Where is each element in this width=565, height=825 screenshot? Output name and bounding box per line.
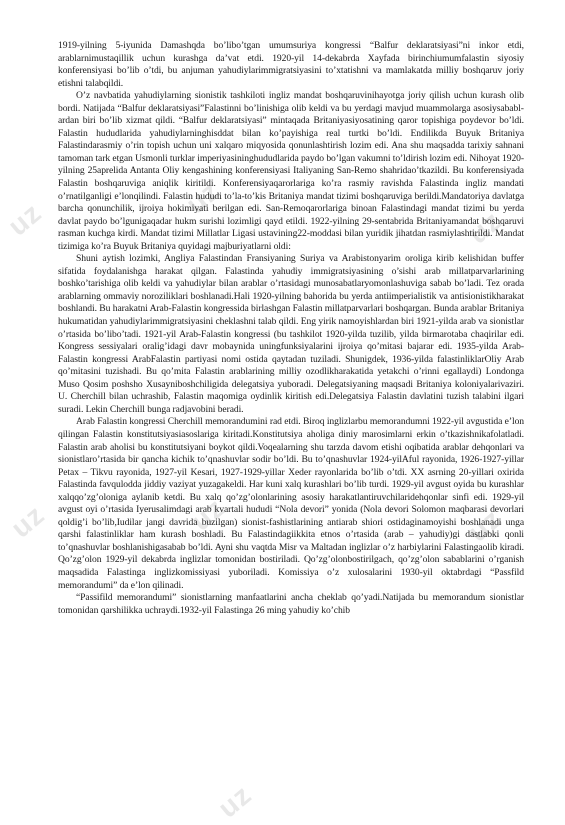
watermark: uz	[2, 196, 48, 242]
watermark: uz	[5, 498, 51, 544]
document-page	[58, 40, 524, 788]
watermark: uz	[462, 204, 508, 250]
watermark: uz	[180, 174, 226, 220]
watermark: uz	[212, 778, 258, 824]
paragraph: “Passifild memorandumi” sionistlarning manfaatlarini ancha cheklab qo’yadi.Natijada bu memorandum sionistlar tomonidan qarshilikka uchraydi.1932-yil Falastinga 26 ming yahudiy ko’chib	[58, 592, 524, 616]
paragraph: O’z navbatida yahudiylarning sionistik tashkiloti ingliz mandat boshqaruvinihayotga joriy qilish uchun kurash olib bordi. Natijada “Balfur deklaratsiyasi”Falastinni bo’linishiga olib keldi va bu yerdagi mavjud muammolarga asosiysabablardan biri bo’lib xizmat qildi. “Balfur deklaratsiyasi” mintaqada Britaniyasiyosatining qaror topishiga poydevor bo’ldi. Falastin hududlarida yahudiylarninghisddat bilan ko’payishiga real turtki bo’ldi. Endilikda Buyuk Britaniya Falastindarasmiy o’rin topish uchun uni xalqaro miqyosida qonunlashtirish lozim edi. Ana shu maqsadda tarixiy sahnani tamoman tark etgan Usmonli turklar imperiyasininghududlarida paydo bo’lgan vakumni to’ldirish lozim edi. Nihoyat 1920-yilning 25aprelida Antanta Oliy kengashining konferensiyasi Italiyaning San-Remo shahridao’tkazildi. Bu konferensiyada Falastin boshqaruviga aniqlik kiritildi. Konferensiyaqarorlariga ko’ra rasmiy ravishda Falastinda ingliz mandati o’rnatilganligi e’lonqilindi. Falastin hududi to’la-to’kis Britaniya mandat tizimi boshqaruviga berildi.Mandatoriya davlatga barcha qonunchilik, ijroiya hokimiyati berilgan edi. San-Remoqarorlariga binoan Falastindagi mandat tizimi bu yerda davlat paydo bo’lgunigaqadar hukm surishi lozimligi qayd etildi. 1922-yilning 29-sentabrida Britaniyamandat boshqaruvi rasman kuchga kirdi. Mandat tizimi Millatlar Ligasi ustavining22-moddasi bilan yuridik jihatdan rasmiylashtirildi. Mandat tizimiga ko’ra Buyuk Britaniya quyidagi majburiyatlarni oldi:	[58, 90, 524, 252]
watermark: uz	[185, 491, 231, 537]
paragraph: Arab Falastin kongressi Cherchill memorandumini rad etdi. Biroq inglizlarbu memorandumni 1922-yil avgustida e’lon qilingan Falastin konstitutsiyasiasoslariga kiritadi.Konstitutsiya aholiga diniy marosimlarni erkin o’tkazishnikafolatladi. Falastin arab aholisi bu konstitutsiyani boykot qildi.Voqealarning shu tarzda davom etishi oqibatida arablar dehqonlari va sionistlaro’rtasida bir qancha kichik to’qnashuvlar sodir bo’ldi. Bu to’qnashuvlar 1924-yilAful rayonida, 1926-1927-yillar Petax – Tikvu rayonida, 1927-yil Kesari, 1927-1929-yillar Xeder rayonlarida bo’lib o’tdi. XX asrning 20-yillari oxirida Falastinda favqulodda jiddiy vaziyat yuzagakeldi. Har kuni xalq kurashlari bo’lib turdi. 1929-yil avgust oyida bu kurashlar xalqqo’zg’oloniga aylanib ketdi. Bu xalq qo’zg’olonlarining asosiy harakatlantiruvchilaridehqonlar sinfi edi. 1929-yil avgust oyi o’rtasida Iyerusalimdagi arab kvartali hududi “Nola devori” yonida (Nola devori Solomon maqbarasi devorlari qoldig’i bo’lib,Iudilar jangi davrida buzilgan) sionist-fashistlarining antiarab shiori ostidaginamoyishi boshlanadi unga qarshi falastinliklar ham kurash boshladi. Bu Falastindagiikkita etnos o’rtasida (arab – yahudiy)gi dastlabki qonli to’qnashuvlar boshlanishigasabab bo’ldi. Ayni shu vaqtda Misr va Maltadan inglizlar o’z harbiylarini Falastingaolib kiradi. Qo’zg’olon 1929-yil dekabrda inglizlar tomonidan bostiriladi. Qo’zg’olonbostirilgach, qo’zg’olon sabablarini o’rganish maqsadida Falastinga inglizkomissiyasi yuboriladi. Komissiya o’z xulosalarini 1930-yil oktabrdagi “Passfild memorandumi” da e’lon qilinadi.	[58, 416, 524, 591]
paragraph: Shuni aytish lozimki, Angliya Falastindan Fransiyaning Suriya va Arabistonyarim oroliga kirib kelishidan buffer sifatida foydalanishga harakat qilgan. Falastinda yahudiy immigratsiyasining o’sishi arab millatparvarlarining boshko’tarishiga olib keldi va yahudiylar bilan arablar o’rtasidagi munosabatlaryomonlashuviga sabab bo’ladi. Tez orada arablarning ommaviy noroziliklari boshlanadi.Hali 1920-yilning bahorida bu yerda antiimperialistik va antisionistikharakat boshlandi. Bu harakatni Arab-Falastin kongressida birlashgan Falastin millatparvarlari boshqargan. Bunda arablar Britaniya hukumatidan yahudiylarimmigratsiyasini cheklashni talab qildi. Eng yirik namoyishlardan biri 1921-yilda arab va sionistlar o’rtasida bo’libo’tadi. 1921-yil Arab-Falastin kongressi (bu tashkilot 1920-yilda tuzilib, yilda birmarotaba chaqirilar edi. Kongress sessiyalari oralig’idagi davr mobaynida uningfunksiyalarini ijroiya qo’mitasi bajarar edi. 1935-yilda Arab-Falastin kongressi ArabFalastin partiyasi nomi ostida qaytadan tuziladi. Shunigdek, 1936-yilda falastinliklarOliy Arab qo’mitasini tuzishadi. Bu qo’mita Falastin arablarining milliy ozodlikharakatida yetakchi o’rinni egallaydi) Londonga Muso Qosim poshsho Xusayniboshchiligida delegatsiya yuboradi. Delegatsiyaning maqsadi Britaniya koloniyalarivaziri. U. Cherchill bilan uchrashib, Falastin maqomiga oydinlik kiritish edi.Delegatsiya Falastin davlatini tuzish talabini ilgari suradi. Lekin Cherchill bunga radjavobini beradi.	[58, 253, 524, 415]
paragraph: 1919-yilning 5-iyunida Damashqda bo’libo’tgan umumsuriya kongressi “Balfur deklaratsiyasi”ni inkor etdi, arablarnimustaqillik uchun kurashga da’vat etdi. 1920-yil 14-dekabrda Xayfada birinchiumumfalastin siyosiy konferensiyasi bo’lib o’tdi, bu anjuman yahudiylarimmigratsiyasini to’xtatishni va mamlakatda milliy boshqaruv joriy etishni talabqildi.	[58, 40, 524, 89]
watermark: uz	[462, 502, 508, 548]
